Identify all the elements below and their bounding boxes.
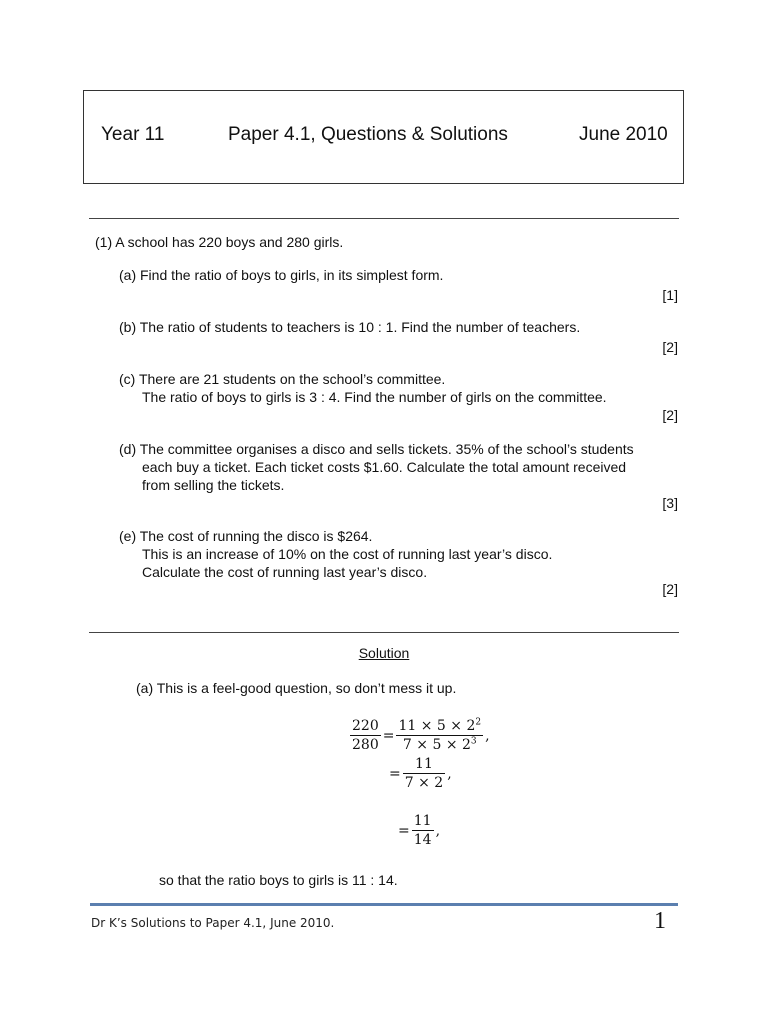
- fraction-11-over-14: [412, 813, 434, 848]
- math-line-1: [350, 718, 492, 753]
- fraction-denominator: 280: [352, 737, 379, 753]
- part-c-marks: [2]: [662, 407, 678, 423]
- part-c-line-2: The ratio of boys to girls is 3 : 4. Find the number of girls on the committee.: [142, 389, 607, 405]
- part-e-line-2: This is an increase of 10% on the cost of running last year’s disco.: [142, 546, 553, 562]
- comma: ,: [435, 822, 441, 839]
- middle-divider: [89, 632, 679, 633]
- numerator-exponent: 2: [475, 717, 482, 728]
- fraction-11-over-7x2: [403, 756, 445, 791]
- math-line-3: [396, 813, 442, 848]
- solution-heading: Solution: [358, 645, 410, 661]
- fraction-numerator: [396, 718, 483, 736]
- part-d-line-2: each buy a ticket. Each ticket costs $1.60. Calculate the total amount received: [142, 459, 627, 475]
- footer-divider: [90, 903, 678, 906]
- fraction-220-280: [350, 718, 381, 753]
- header-date: June 2010: [579, 124, 668, 145]
- fraction-denominator: [396, 736, 483, 753]
- header-year: Year 11: [101, 124, 165, 145]
- math-line-2: [387, 756, 454, 791]
- equals-sign: =: [389, 765, 401, 782]
- part-e-marks: [2]: [662, 581, 678, 597]
- solution-conclusion: so that the ratio boys to girls is 11 : 14.: [159, 872, 398, 888]
- part-a-marks: [1]: [662, 287, 678, 303]
- fraction-numerator: 11: [413, 813, 432, 829]
- part-e-line-1: (e) The cost of running the disco is $264.: [119, 528, 373, 544]
- page-number: 1: [654, 908, 666, 934]
- part-a-line-1: (a) Find the ratio of boys to girls, in its simplest form.: [119, 267, 444, 283]
- equals-sign: =: [382, 727, 395, 744]
- part-d-marks: [3]: [662, 495, 678, 511]
- fraction-numerator: 11: [403, 756, 445, 774]
- fraction-denominator: 7 × 2: [404, 775, 444, 791]
- part-d-line-1: (d) The committee organises a disco and sells tickets. 35% of the school’s students: [119, 441, 634, 457]
- numerator-base: 11 × 5 × 2: [398, 718, 476, 734]
- part-b-marks: [2]: [662, 339, 678, 355]
- part-c-line-1: (c) There are 21 students on the school’s committee.: [119, 371, 446, 387]
- comma: ,: [485, 727, 490, 744]
- denominator-base: 7 × 5 × 2: [402, 737, 471, 753]
- solution-intro: (a) This is a feel-good question, so don’t mess it up.: [136, 680, 457, 696]
- footer-text: Dr K’s Solutions to Paper 4.1, June 2010.: [91, 916, 335, 930]
- fraction-denominator: 14: [413, 832, 432, 848]
- question-intro: (1) A school has 220 boys and 280 girls.: [95, 234, 344, 250]
- denominator-exponent: 3: [470, 736, 477, 747]
- fraction-prime-factors: [396, 718, 483, 753]
- part-b-line-1: (b) The ratio of students to teachers is 10 : 1. Find the number of teachers.: [119, 319, 581, 335]
- equals-sign: =: [398, 822, 410, 839]
- part-d-line-3: from selling the tickets.: [142, 477, 285, 493]
- part-e-line-3: Calculate the cost of running last year’s disco.: [142, 564, 428, 580]
- top-divider: [89, 218, 679, 219]
- fraction-numerator: 220: [352, 718, 379, 734]
- comma: ,: [447, 765, 452, 782]
- header-title: Paper 4.1, Questions & Solutions: [228, 124, 508, 145]
